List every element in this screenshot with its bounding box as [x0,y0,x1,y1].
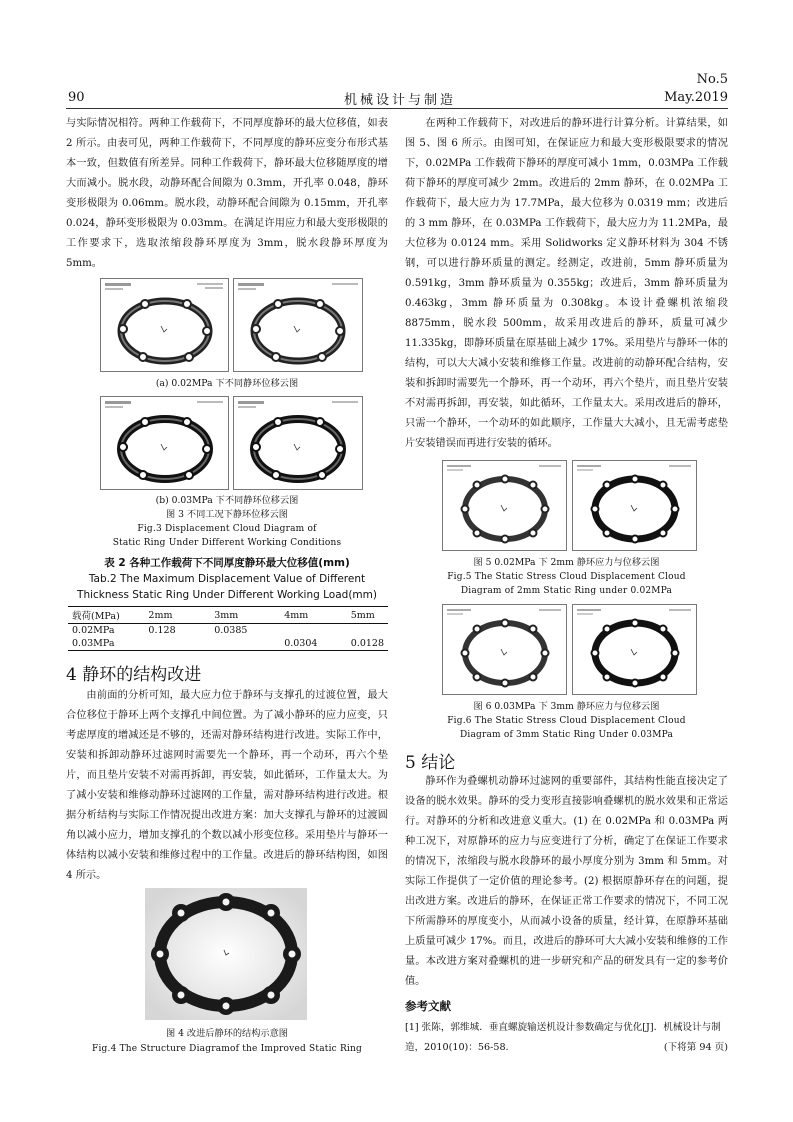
fig3b-caption: (b) 0.03MPa 下不同静环位移云图 [155,495,299,506]
fig6-caption-en-2: Diagram of 3mm Static Ring Under 0.03MPa [459,730,674,740]
page-number: 90 [68,90,85,105]
table2-header: 3mm [214,609,239,621]
journal-name: 机械设计与制造 [343,93,456,108]
fig3b-right-image [233,396,363,490]
table2-cell [210,637,280,650]
section5-paragraph: 静环作为叠螺机动静环过滤网的重要部件，其结构性能直接决定了设备的脱水效果。静环的受力变形直接影响叠螺机的脱水效果和正常运行。对静环的分析和改进意义重大。(1) 在 0.02MPa 和 0.03MPa 两种工况下，对原静环的应力与应变进行了分析，确定了在保证工作要求的情况下，浓缩段与脱水段静环的最小厚度分别为 3mm 和 5mm。对实际工作提供了一定价值的理论参考。(2) 根据原静环存在的问题，提出改进方案。改进后的静环，在保证正常工作要求的情况下，不同工况下所需静环的厚度变小，从而减小设备的质量，经计算，在原静环基础上质量可减少 17%。而且，改进后的静环可大大减小安装和维修的工作量。本改进方案对叠螺机的进一步研究和产品的研发具有一定的参考价值。 [405,776,728,987]
fig4-image [145,888,307,1020]
table2-cell: 0.0304 [284,638,318,649]
table2 [68,606,388,651]
fig4-caption-cn: 图 4 改进后静环的结构示意图 [166,1028,288,1039]
table2-header: 5mm [350,609,375,621]
fig3-caption-en-1: Fig.3 Displacement Cloud Diagram of [137,524,317,534]
fig5-displacement-image [572,460,697,551]
table2-header: 载荷(MPa) [72,611,120,622]
right-paragraph-1: 在两种工作载荷下，对改进后的静环进行计算分析。计算结果，如图 5、图 6 所示。由图可知，在保证应力和最大变形极限要求的情况下，0.02MPa 工作载荷下静环的厚度可减小 1mm，0.03MPa 工作载荷下静环的厚度可减少 2mm。改进后的 2mm 静环，在 0.02MPa 工作载荷下，最大应力为 17.7MPa，最大位移为 0.0319 mm；改进后的 3 mm 静环，在 0.03MPa 工作载荷下，最大应力为 11.2MPa，最大位移为 0.0124 mm。采用 Solidworks 定义静环材料为 304 不锈钢，可以进行静环质量的测定。经测定，改进前，5mm 静环质量为 0.591kg，3mm 静环质量为 0.355kg；改进后，3mm 静环质量为 0.463kg，3mm 静环质量为 0.308kg。本设计叠螺机浓缩段 8875mm，脱水段 500mm，故采用改进后的静环，质量可减少 11.335kg，即静环质量在原基础上减少 17%。采用垫片与静环一体的结构，可以大大减小安装和维修工作量。改进前的动静环配合结构，安装和拆卸时需要先一个静环，再一个动环，再六个垫片，而且垫片安装不对需再拆卸，再安装，如此循环，工作量太大。采用改进后的静环，只需一个静环，一个动环的如此顺序，工作量大大减小，且无需考虑垫片安装错误而再进行安装的循环。 [405,118,728,449]
fig3a-caption: (a) 0.02MPa 下不同静环位移云图 [155,378,299,389]
issue-date: May.2019 [664,90,728,105]
fig6-caption-en-1: Fig.6 The Static Stress Cloud Displacement Cloud [447,716,686,726]
fig5-displacement-plot [573,461,696,550]
table2-header: 4mm [284,609,309,621]
table2-header-row [68,607,388,623]
fig4-ring-drawing [145,888,307,1020]
header-rule [66,108,728,109]
fig3a-left-plot [101,279,228,371]
table2-title-en-2: Thickness Static Ring Under Different Working Load(mm) [77,589,377,601]
fig3b-left-plot [101,397,228,489]
fig6-stress-plot [443,605,566,694]
fig4-caption-en: Fig.4 The Structure Diagramof the Improved Static Ring [92,1044,362,1054]
section5-body [405,772,728,992]
fig3-caption-cn: 图 3 不同工况下静环位移云图 [166,509,288,520]
table2-cell: 0.03MPa [72,638,115,649]
reference-1: [1] 张陈，郭维城．垂直螺旋输送机设计参数确定与优化[J]．机械设计与制造，2010(10)：56-58. [405,1022,721,1053]
fig5-stress-plot [443,461,566,550]
table2-cell [280,624,347,637]
table2-cell: 0.128 [148,625,176,636]
table2-cell: 0.02MPa [72,625,115,636]
table2-cell: 0.0385 [214,625,248,636]
fig5-caption-en-2: Diagram of 2mm Static Ring under 0.02MPa [460,586,673,596]
table2-title-cn: 表 2 各种工作载荷下不同厚度静环最大位移值(mm) [104,557,350,569]
fig3-caption-en-2: Static Ring Under Different Working Conditions [112,538,342,548]
fig3b-left-image [100,396,229,490]
fig6-stress-image [442,604,567,695]
fig5-caption-en-1: Fig.5 The Static Stress Cloud Displacement Cloud [447,572,686,582]
fig6-displacement-image [572,604,697,695]
fig3a-left-image [100,278,229,372]
table2-cell: 0.0128 [350,638,384,649]
references-title: 参考文献 [405,999,451,1013]
table2-title-en-1: Tab.2 The Maximum Displacement Value of Different [88,573,366,585]
issue-number: No.5 [696,72,728,87]
table2-cell [347,624,388,637]
intro-paragraph: 与实际情况相符。两种工作载荷下，不同厚度静环的最大位移值，如表 2 所示。由表可见，两种工作载荷下，不同厚度的静环应变分布形式基本一致，但数值有所差异。同种工作载荷下，静环最大位移随厚度的增大而减小。脱水段，动静环配合间隙为 0.3mm，开孔率 0.048，静环变形极限为 0.06mm。脱水段，动静环配合间隙为 0.15mm，开孔率 0.024，静环变形极限为 0.03mm。在满足许用应力和最大变形极限的工作要求下，选取浓缩段静环厚度为 3mm，脱水段静环厚度为 5mm。 [66,118,388,269]
fig3b-right-plot [234,397,362,489]
table2-cell [144,637,210,650]
fig3a-right-image [233,278,363,372]
fig3a-right-plot [234,279,362,371]
fig6-caption-cn: 图 6 0.03MPa 下 3mm 静环应力与位移云图 [473,701,660,712]
section4-paragraph: 由前面的分析可知，最大应力位于静环与支撑孔的过渡位置，最大合位移位于静环上两个支撑孔中间位置。为了减小静环的应力应变，只考虑厚度的增减还是不够的，还需对静环结构进行改进。实际工作中，安装和拆卸动静环过滤网时需要先一个静环，再一个动环，再六个垫片，而且垫片安装不对需再拆卸，再安装，如此循环，工作量太大。为了减小安装和维修动静环过滤网的工作量，需对静环结构进行改进。根据分析结构与实际工作情况提出改进方案：加大支撑孔与静环的过渡圆角以减小应力，增加支撑孔的个数以减小形变位移。采用垫片与静环一体结构以减小安装和维修过程中的工作量。改进后的静环结构图，如图 4 所示。 [66,690,388,881]
table2-header: 2mm [148,609,173,621]
section5-title: 5 结论 [405,753,456,773]
right-intro-text [405,114,728,454]
left-intro-text [66,114,388,274]
section4-title: 4 静环的结构改进 [66,665,202,685]
fig5-caption-cn: 图 5 0.02MPa 下 2mm 静环应力与位移云图 [473,557,660,568]
table-row [68,637,388,650]
section4-body [66,686,388,886]
continued-note: (下将第 94 页) [663,1042,728,1053]
table-row [68,624,388,637]
fig6-displacement-plot [573,605,696,694]
fig5-stress-image [442,460,567,551]
